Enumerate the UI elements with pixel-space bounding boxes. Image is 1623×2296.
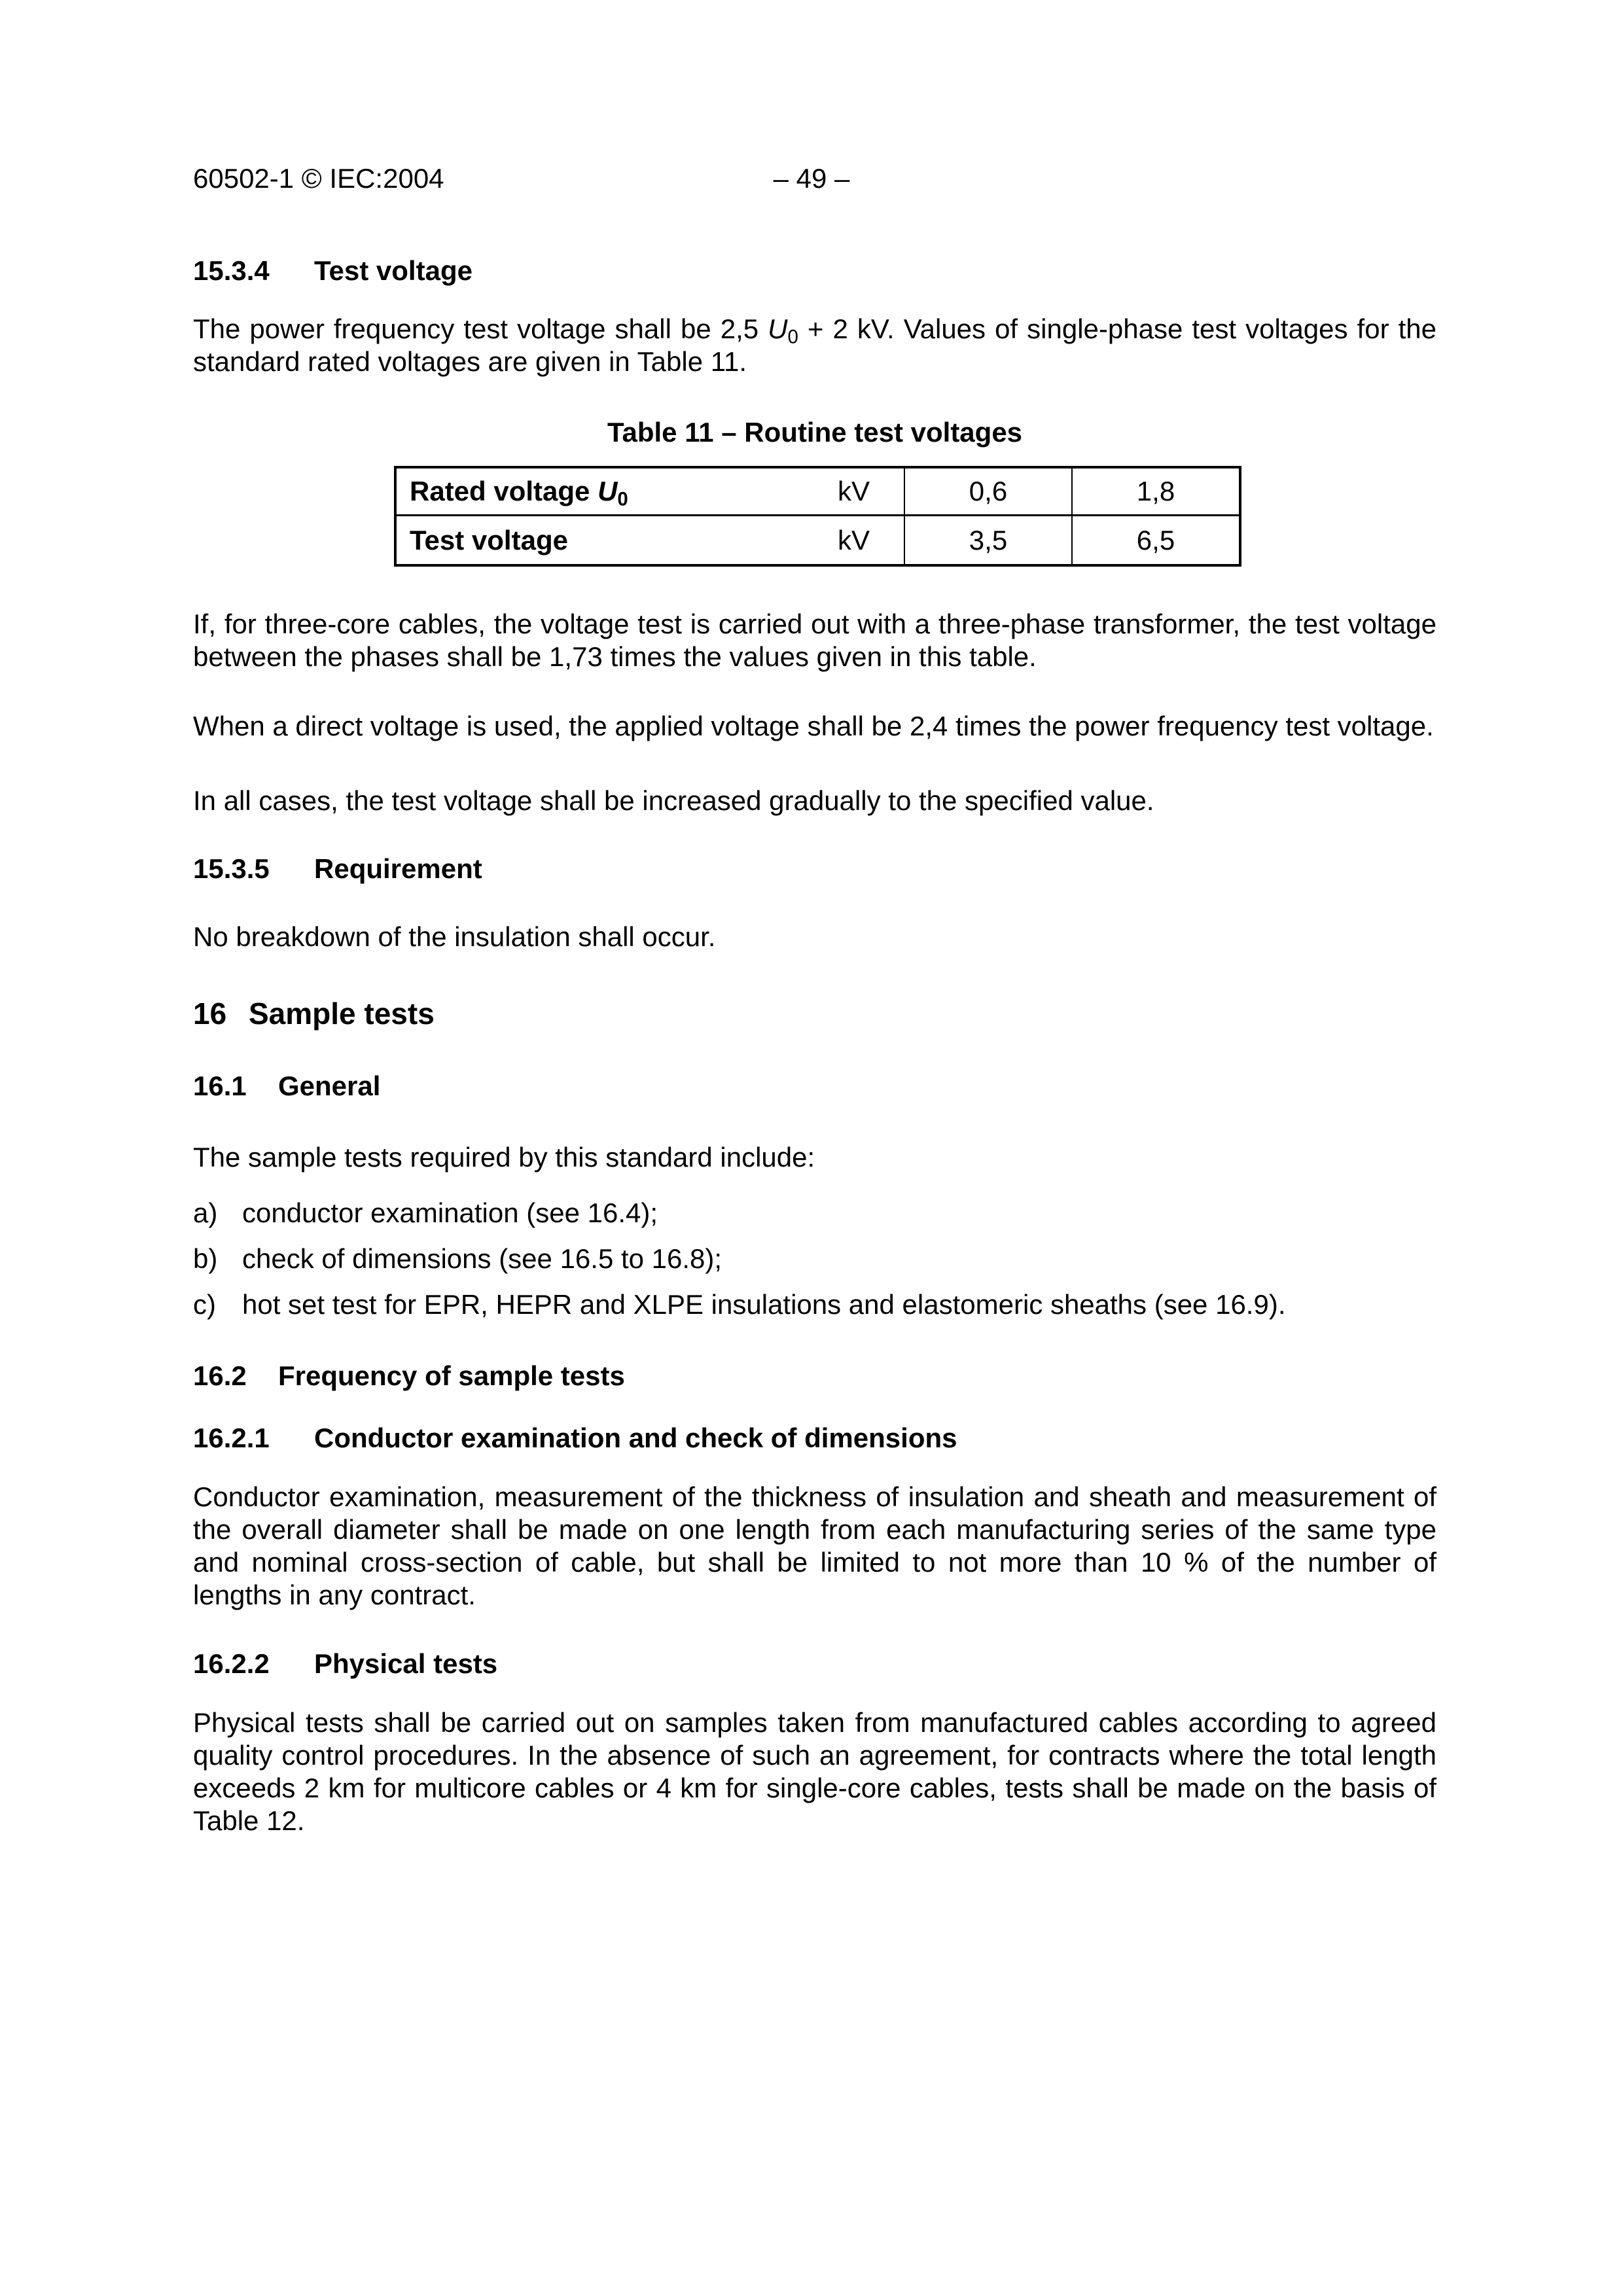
list-marker: a) — [193, 1197, 218, 1228]
variable-u0: U — [768, 313, 788, 344]
page-number: – 49 – — [773, 163, 850, 194]
value-cell: 1,8 — [1071, 468, 1239, 514]
list-text: hot set test for EPR, HEPR and XLPE insulations and elastomeric sheaths (see 16.9). — [242, 1289, 1286, 1320]
heading-16-2 — [193, 1360, 1436, 1392]
row-label-text: Test voltage — [410, 524, 568, 556]
para-conductor-examination: Conductor examination, measurement of the thickness of insulation and sheath and measurement of the overall diameter shall be made on one length from each manufacturing series of the same type and nominal cross-section of cable, but shall be limited to not more than 10 % of the number of lengths in any contract. — [193, 1481, 1436, 1610]
para-text: The power frequency test voltage shall be 2,5 — [193, 313, 768, 344]
para-no-breakdown: No breakdown of the insulation shall occur. — [193, 921, 716, 952]
para-three-core: If, for three-core cables, the voltage test is carried out with a three-phase transformer, the test voltage between the phases shall be 1,73 times the values given in this table. — [193, 609, 1436, 672]
heading-16-2-2 — [193, 1648, 1436, 1680]
heading-number: 16.2.1 — [193, 1422, 270, 1453]
list-item-a — [193, 1197, 1436, 1229]
table-row-rated-voltage — [397, 468, 1239, 516]
subscript-0: 0 — [617, 488, 628, 510]
heading-number: 16.1 — [193, 1070, 247, 1101]
heading-title: Physical tests — [314, 1648, 498, 1679]
value-cell: 3,5 — [904, 516, 1071, 564]
heading-15-3-5 — [193, 853, 1436, 885]
row-label — [410, 524, 568, 557]
list-item-c — [193, 1288, 1436, 1321]
table-row-test-voltage — [397, 516, 1239, 564]
list-text: check of dimensions (see 16.5 to 16.8); — [242, 1243, 722, 1274]
heading-title: General — [278, 1070, 381, 1101]
page-header — [193, 162, 1436, 195]
heading-title: Frequency of sample tests — [278, 1360, 625, 1391]
value-cell: 0,6 — [904, 468, 1071, 514]
heading-number: 15.3.5 — [193, 853, 270, 884]
list-item-b — [193, 1243, 1436, 1275]
variable-u0: U — [597, 476, 618, 506]
unit-label: kV — [837, 476, 870, 506]
heading-16 — [193, 996, 1436, 1031]
row-label-cell — [397, 516, 904, 564]
heading-number: 15.3.4 — [193, 255, 270, 286]
heading-number: 16 — [193, 997, 227, 1031]
row-label — [410, 475, 628, 508]
heading-15-3-4 — [193, 255, 1436, 287]
heading-title: Requirement — [314, 853, 482, 884]
para-text: + 2 kV. Values of single-phase test voltages for the standard rated voltages are given in Table 11. — [193, 313, 1436, 377]
doc-reference: 60502-1 © IEC:2004 — [193, 163, 444, 194]
para-direct-voltage: When a direct voltage is used, the applied voltage shall be 2,4 times the power frequency test voltage. — [193, 711, 1434, 741]
heading-title: Sample tests — [249, 997, 435, 1031]
row-label-cell — [397, 468, 904, 514]
heading-16-2-1 — [193, 1422, 1436, 1455]
heading-title: Conductor examination and check of dimensions — [314, 1422, 957, 1453]
para-all-cases: In all cases, the test voltage shall be increased gradually to the specified value. — [193, 785, 1154, 816]
list-marker: b) — [193, 1243, 218, 1274]
unit-label: kV — [837, 524, 870, 556]
para-sample-tests-intro: The sample tests required by this standard include: — [193, 1142, 815, 1173]
subscript-0: 0 — [787, 326, 798, 348]
heading-number: 16.2.2 — [193, 1648, 270, 1679]
list-text: conductor examination (see 16.4); — [242, 1197, 658, 1228]
heading-16-1 — [193, 1070, 1436, 1103]
value-cell: 6,5 — [1071, 516, 1239, 564]
para-test-voltage — [193, 313, 1436, 378]
table-11 — [394, 466, 1241, 567]
heading-number: 16.2 — [193, 1360, 247, 1391]
list-marker: c) — [193, 1289, 216, 1320]
row-label-text: Rated voltage — [410, 476, 598, 506]
para-physical-tests: Physical tests shall be carried out on samples taken from manufactured cables according to agreed quality control procedures. In the absence of such an agreement, for contracts where the total length exceeds 2 km for multicore cables or 4 km for single-core cables, tests shall be made on the basis of Table 12. — [193, 1707, 1436, 1836]
table-11-caption: Table 11 – Routine test voltages — [607, 417, 1023, 448]
heading-title: Test voltage — [314, 255, 473, 286]
